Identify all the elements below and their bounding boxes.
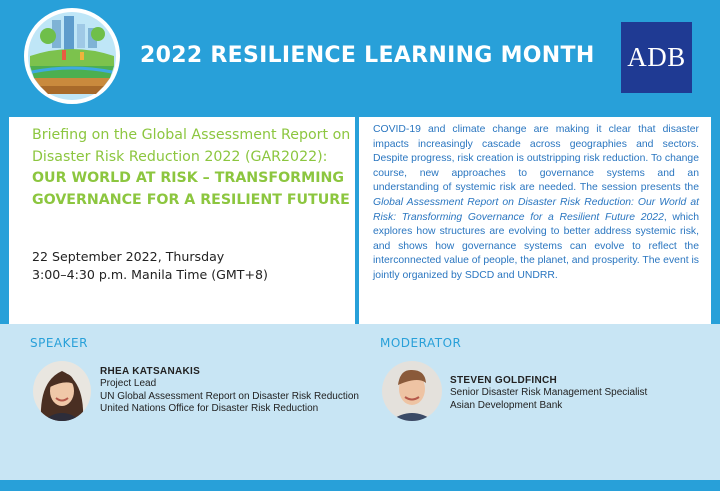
- briefing-panel: [9, 117, 355, 324]
- description-part1: COVID-19 and climate change are making it clear that disaster impacts increasingly cascade across geographies and sectors. Despite progress, risk creation is outstripping risk reduction. To change course, new approaches to governance systems and an understanding of systemic risk are needed. The session presents the: [373, 124, 699, 194]
- speaker-role: Project Lead: [100, 378, 157, 389]
- people-band: [0, 324, 720, 480]
- moderator-name: STEVEN GOLDFINCH: [450, 375, 558, 386]
- speaker-details: [100, 366, 359, 416]
- header-band: [0, 0, 720, 117]
- speaker-name: RHEA KATSANAKIS: [100, 366, 201, 377]
- speaker-organization-1: UN Global Assessment Report on Disaster Risk Reduction: [100, 390, 359, 402]
- report-title-italic: Global Assessment Report on Disaster Risk Reduction: Our World at Risk: Transforming Governance for a Resilient Future 2022: [373, 196, 699, 223]
- adb-logo: [621, 22, 692, 93]
- speaker-organization-2: United Nations Office for Disaster Risk Reduction: [100, 403, 319, 414]
- event-description: [373, 123, 699, 284]
- description-part2: , which explores how structures are evolving to better address systemic risk, and shows how governance systems can evolve to reflect the interconnected value of people, the planet, and prosperity. The event is jointly organized by SDCD and UNDRR.: [373, 211, 699, 281]
- moderator-details: [450, 375, 647, 412]
- moderator-organization: Asian Development Bank: [450, 399, 563, 411]
- speaker-heading: SPEAKER: [30, 336, 88, 350]
- description-panel: [359, 117, 711, 324]
- event-time: 3:00–4:30 p.m. Manila Time (GMT+8): [32, 267, 268, 282]
- event-series-title: 2022 RESILIENCE LEARNING MONTH: [140, 43, 595, 68]
- moderator-heading: MODERATOR: [380, 336, 462, 350]
- details-band: [0, 117, 720, 327]
- briefing-title-theme: OUR WORLD AT RISK – TRANSFORMING GOVERNANCE FOR A RESILIENT FUTURE: [32, 170, 350, 208]
- moderator-avatar: [382, 361, 442, 421]
- briefing-title-intro: Briefing on the Global Assessment Report on Disaster Risk Reduction 2022 (GAR2022):: [32, 127, 351, 165]
- event-date: 22 September 2022, Thursday: [32, 249, 225, 264]
- speaker-avatar: [33, 361, 91, 421]
- briefing-title: [32, 125, 352, 211]
- footer-stripe: [0, 480, 720, 491]
- adb-logo-text: ADB: [627, 42, 686, 72]
- resilient-city-badge-icon: [22, 6, 122, 106]
- moderator-role: Senior Disaster Risk Management Specialist: [450, 387, 648, 398]
